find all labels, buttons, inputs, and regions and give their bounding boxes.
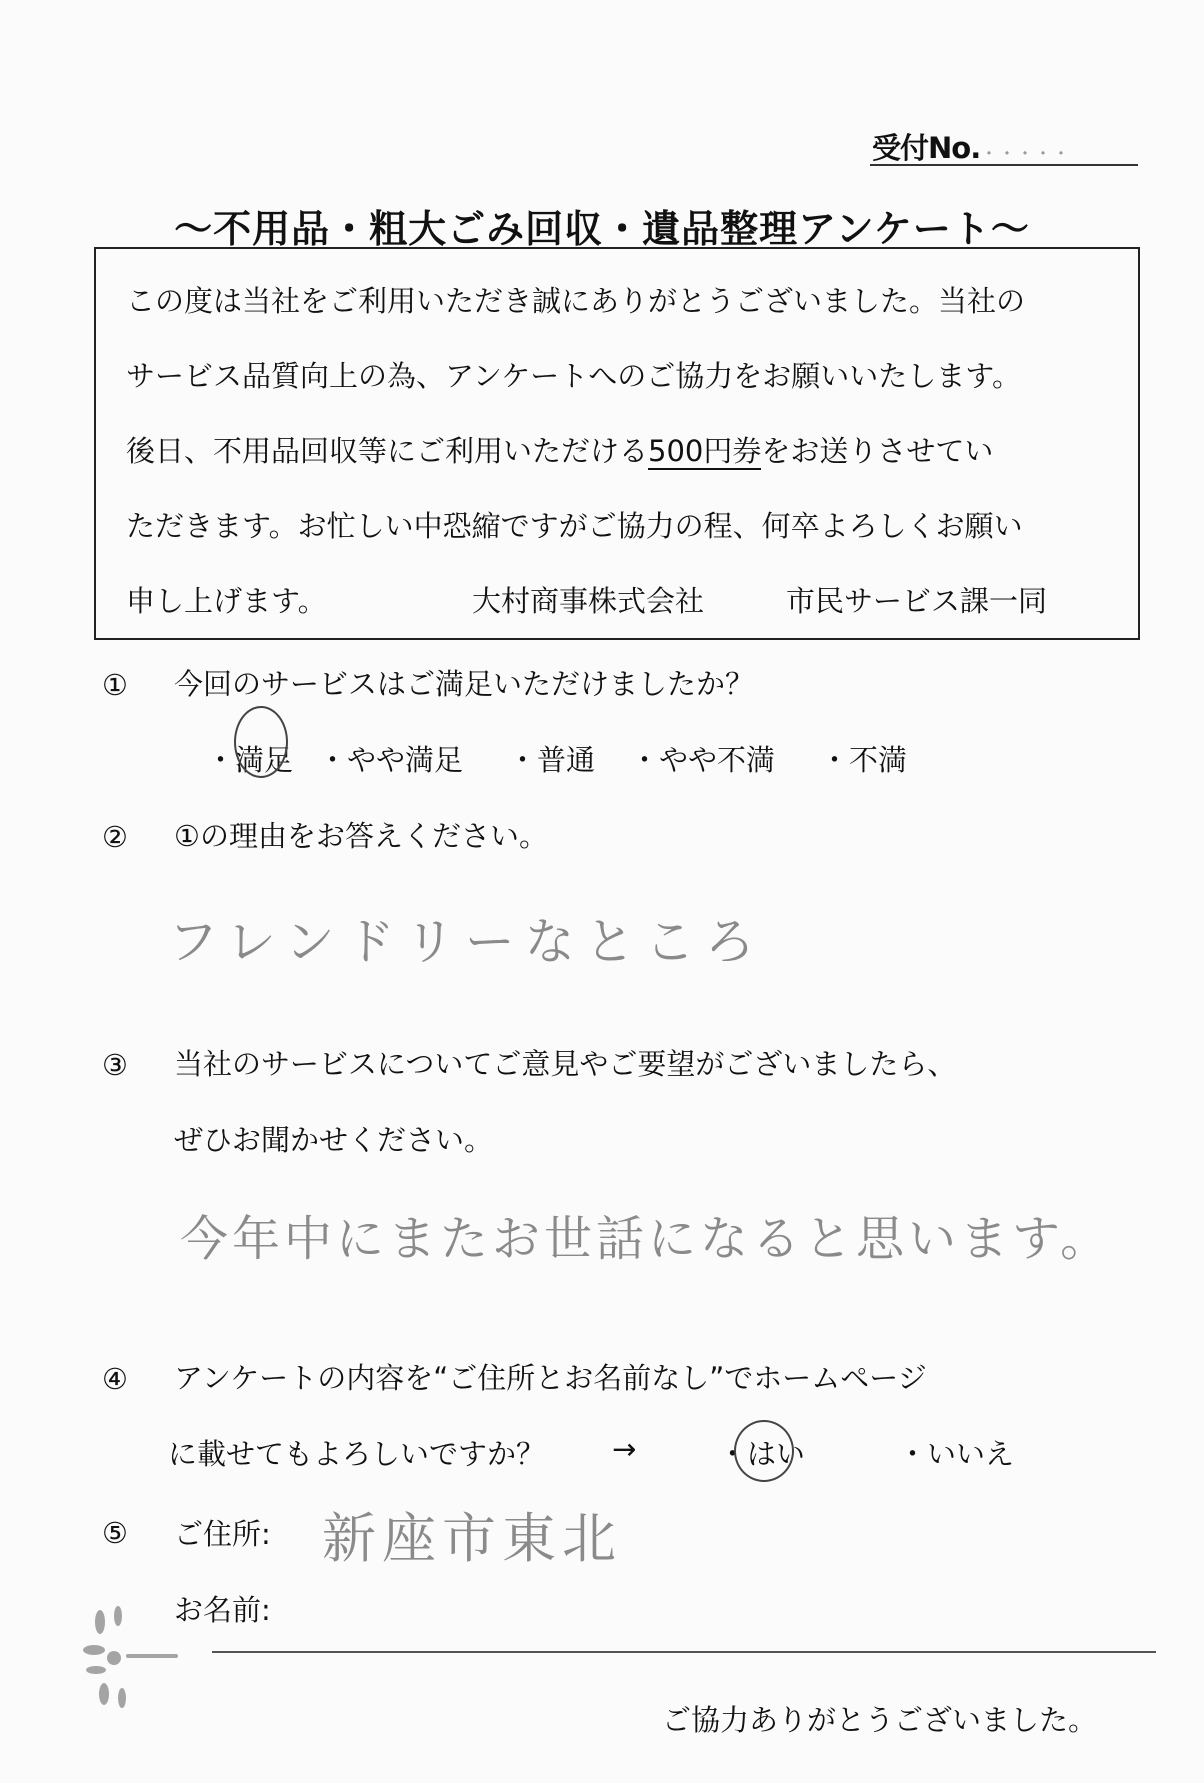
- intro-line-3: [126, 429, 993, 470]
- q1-option-satisfied[interactable]: ・満足: [206, 743, 294, 777]
- intro-line-2: サービス品質向上の為、アンケートへのご協力をお願いいたします。: [126, 359, 1021, 393]
- q1-option-somewhat-dissatisfied[interactable]: ・やや不満: [630, 743, 776, 777]
- q2-handwritten-answer: フレンドリーなところ: [168, 913, 765, 971]
- intro-line-3-post: をお送りさせてい: [761, 434, 994, 468]
- address-handwritten-value: 新座市東北: [322, 1507, 622, 1570]
- q1-option-neutral[interactable]: ・普通: [508, 743, 596, 777]
- q2-number: ②: [102, 820, 128, 854]
- q4-option-yes[interactable]: ・はい: [718, 1437, 806, 1471]
- name-field-line[interactable]: [212, 1651, 1156, 1653]
- q3-handwritten-answer: 今年中にまたお世話になると思います。: [180, 1211, 1113, 1267]
- q4-selected-circle: [734, 1420, 794, 1482]
- intro-line-5: 申し上げます。: [126, 584, 327, 618]
- receipt-value: ・・・・・: [980, 144, 1070, 165]
- department-name: 市民サービス課一同: [786, 584, 1048, 618]
- intro-line-4: ただきます。お忙しい中恐縮ですがご協力の程、何卒よろしくお願い: [126, 509, 1023, 543]
- q2-text: ①の理由をお答えください。: [174, 819, 548, 853]
- intro-line-3-pre: 後日、不用品回収等にご利用いただける: [126, 434, 649, 468]
- q4-arrow: →: [612, 1432, 637, 1466]
- q4-number: ④: [102, 1362, 128, 1396]
- q4-text-line-1: アンケートの内容を“ご住所とお名前なし”でホームページ: [174, 1361, 927, 1395]
- intro-line-1: この度は当社をご利用いただき誠にありがとうございました。当社の: [126, 284, 1026, 318]
- q1-option-somewhat-satisfied[interactable]: ・やや満足: [318, 743, 464, 777]
- q1-number: ①: [102, 668, 128, 702]
- q4-text-line-2: に載せてもよろしいですか？: [168, 1437, 546, 1471]
- q4-option-no[interactable]: ・いいえ: [898, 1437, 1015, 1471]
- q1-selected-circle: [234, 706, 288, 778]
- q1-text: 今回のサービスはご満足いただけましたか？: [174, 667, 755, 701]
- address-label: ご住所:: [174, 1517, 271, 1551]
- flower-stamp-icon: [82, 1602, 182, 1712]
- q5-number: ⑤: [102, 1516, 128, 1550]
- company-name: 大村商事株式会社: [472, 584, 705, 618]
- q3-text-line-2: ぜひお聞かせください。: [174, 1123, 494, 1157]
- q3-text-line-1: 当社のサービスについてご意見やご要望がございましたら、: [174, 1047, 957, 1081]
- receipt-label: 受付No.: [872, 131, 981, 165]
- thank-you-message: ご協力ありがとうございました。: [662, 1703, 1098, 1737]
- survey-title: ～不用品・粗大ごみ回収・遺品整理アンケート～: [174, 207, 1030, 251]
- voucher-amount: 500円券: [648, 434, 762, 468]
- name-label: お名前:: [174, 1593, 271, 1627]
- q1-option-dissatisfied[interactable]: ・不満: [820, 743, 908, 777]
- q3-number: ③: [102, 1048, 128, 1082]
- receipt-underline: [870, 164, 1138, 166]
- intro-box: [94, 247, 1140, 640]
